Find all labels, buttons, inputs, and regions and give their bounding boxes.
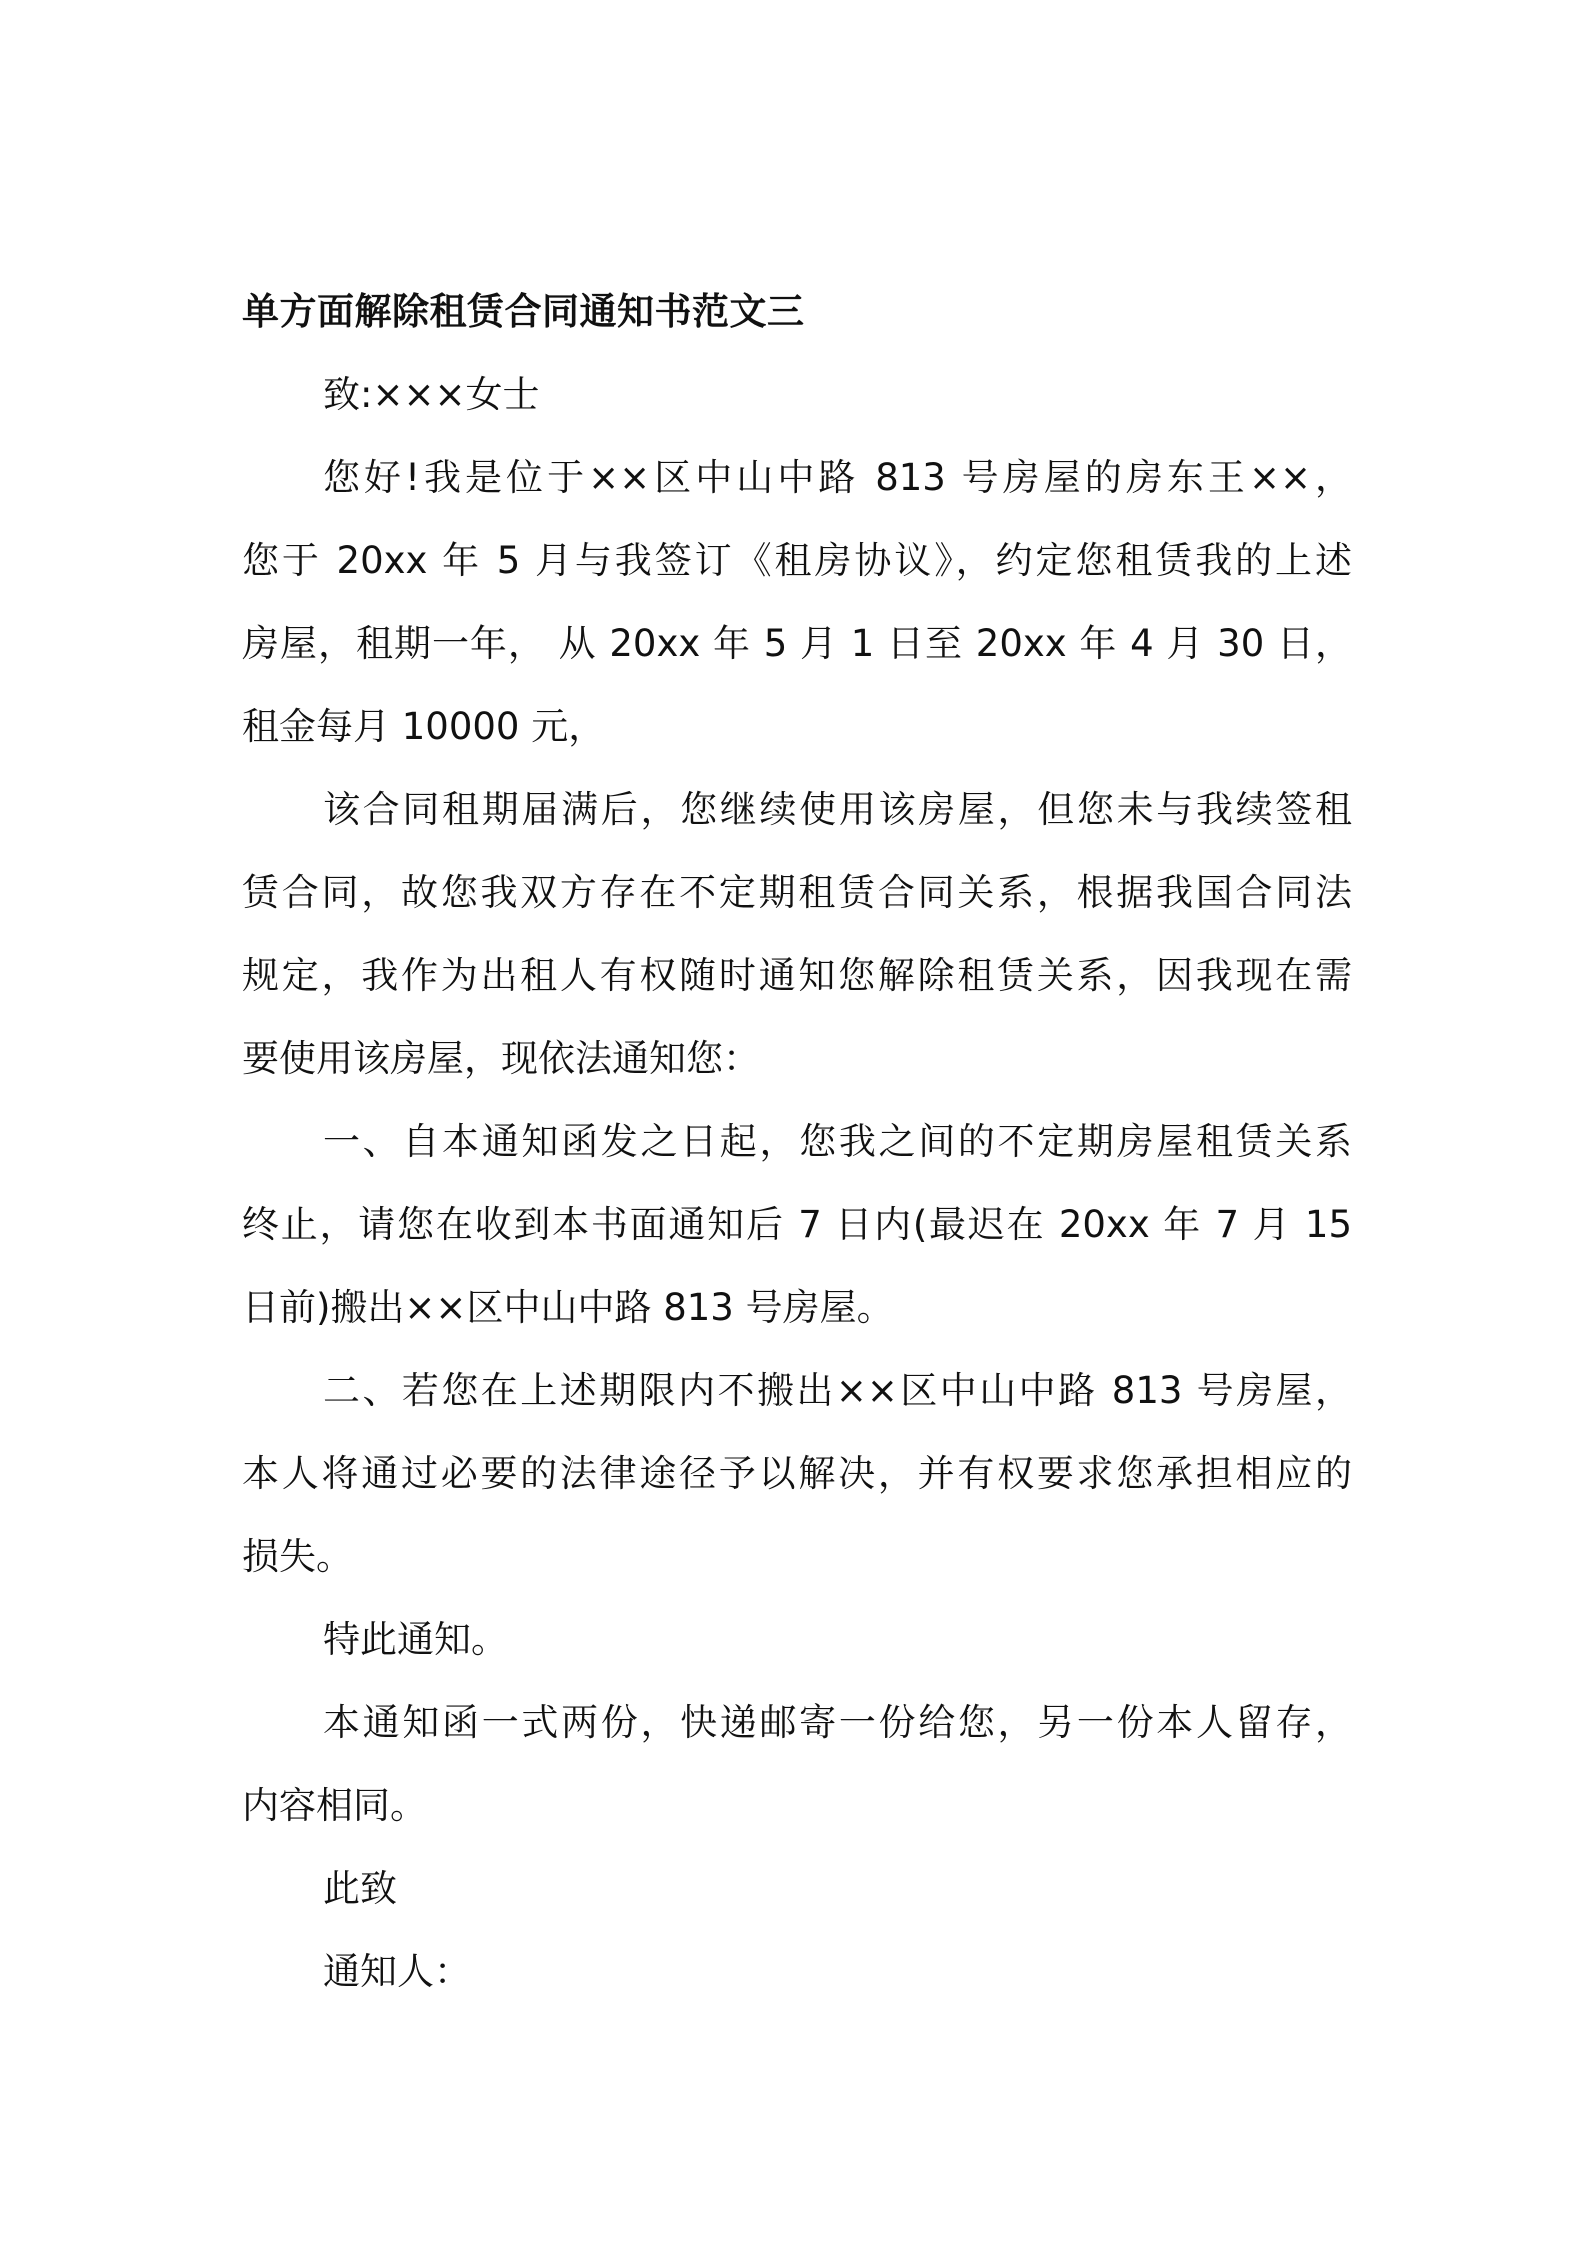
- paragraph-4-line-2: 本人将通过必要的法律途径予以解决，并有权要求您承担相应的: [242, 1452, 1352, 1495]
- paragraph-1-line-4: 租金每月 10000 元，: [242, 705, 606, 748]
- closing-phrase: 此致: [323, 1867, 397, 1910]
- salutation: 致:×××女士: [323, 373, 540, 416]
- paragraph-1-line-3: 房屋，租期一年， 从 20xx 年 5 月 1 日至 20xx 年 4 月 30 日，: [242, 622, 1352, 665]
- paragraph-2-line-2: 赁合同，故您我双方存在不定期租赁合同关系，根据我国合同法: [242, 871, 1352, 914]
- paragraph-6-line-2: 内容相同。: [242, 1784, 427, 1827]
- paragraph-4-line-1: 二、若您在上述期限内不搬出××区中山中路 813 号房屋，: [323, 1369, 1352, 1412]
- paragraph-3-line-1: 一、自本通知函发之日起，您我之间的不定期房屋租赁关系: [323, 1120, 1352, 1163]
- paragraph-2-line-1: 该合同租期届满后，您继续使用该房屋，但您未与我续签租: [323, 788, 1352, 831]
- document-title: 单方面解除租赁合同通知书范文三: [242, 290, 805, 333]
- paragraph-3-line-2: 终止，请您在收到本书面通知后 7 日内(最迟在 20xx 年 7 月 15: [242, 1203, 1352, 1246]
- paragraph-2-line-3: 规定，我作为出租人有权随时通知您解除租赁关系，因我现在需: [242, 954, 1352, 997]
- paragraph-5-line-1: 特此通知。: [323, 1618, 508, 1661]
- paragraph-3-line-3: 日前)搬出××区中山中路 813 号房屋。: [242, 1286, 894, 1329]
- notifier-label: 通知人：: [323, 1950, 471, 1993]
- paragraph-6-line-1: 本通知函一式两份，快递邮寄一份给您，另一份本人留存，: [323, 1701, 1352, 1744]
- paragraph-1-line-2: 您于 20xx 年 5 月与我签订《租房协议》，约定您租赁我的上述: [242, 539, 1352, 582]
- paragraph-4-line-3: 损失。: [242, 1535, 353, 1578]
- paragraph-2-line-4: 要使用该房屋，现依法通知您：: [242, 1037, 760, 1080]
- paragraph-1-line-1: 您好!我是位于××区中山中路 813 号房屋的房东王××，: [323, 456, 1352, 499]
